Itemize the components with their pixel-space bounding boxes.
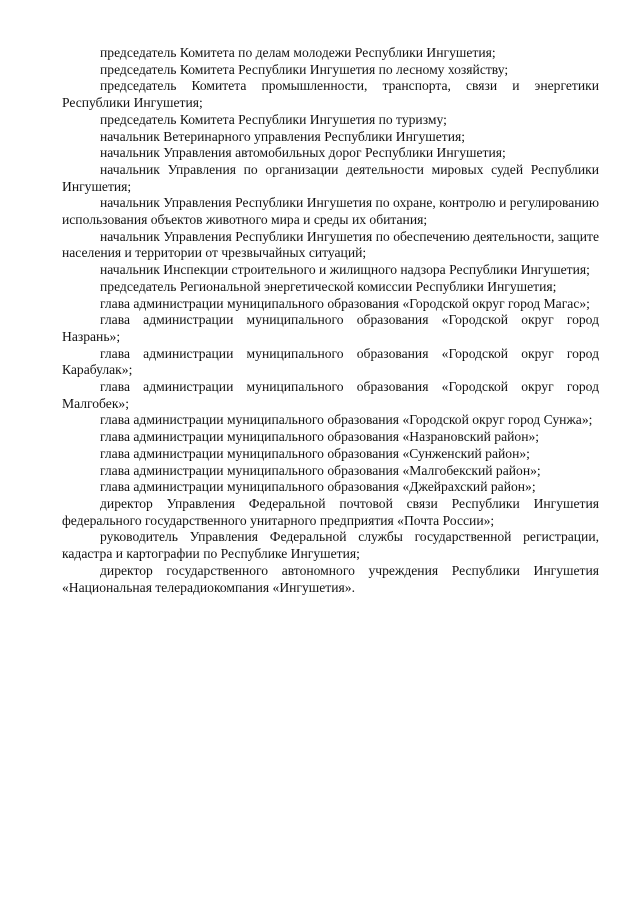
- paragraph: глава администрации муниципального образования «Городской округ город Сунжа»;: [100, 412, 593, 428]
- paragraph: глава администрации муниципального образования «Джейрахский район»;: [100, 479, 536, 495]
- paragraph: начальник Управления Республики Ингушетия по охране, контролю и регулированию использования объектов животного мира и среды их обитания;: [62, 195, 599, 228]
- paragraph: председатель Комитета Республики Ингушетия по туризму;: [100, 111, 447, 127]
- paragraph: глава администрации муниципального образования «Малгобекский район»;: [100, 462, 541, 478]
- paragraph: председатель Комитета Республики Ингушетия по лесному хозяйству;: [100, 61, 509, 77]
- paragraph: глава администрации муниципального образования «Городской округ город Малгобек»;: [62, 379, 599, 411]
- paragraph: глава администрации муниципального образования «Городской округ город Магас»;: [100, 295, 590, 311]
- paragraph: начальник Управления по организации деятельности мировых судей Республики Ингушетия;: [62, 161, 599, 194]
- paragraph: начальник Управления Республики Ингушетия по обеспечению деятельности, защите населения и территории от чрезвычайных ситуаций;: [62, 228, 599, 261]
- paragraph: председатель Комитета по делам молодежи Республики Ингушетия;: [100, 45, 496, 60]
- paragraph: начальник Управления автомобильных дорог Республики Ингушетия;: [100, 145, 506, 161]
- paragraph: директор Управления Федеральной почтовой связи Республики Ингушетия федерального государственного унитарного предприятия «Почта России»;: [62, 495, 599, 528]
- paragraph: директор государственного автономного учреждения Республики Ингушетия «Национальная телерадиокомпания «Ингушетия».: [62, 562, 599, 595]
- paragraph: председатель Комитета промышленности, транспорта, связи и энергетики Республики Ингушетия;: [62, 78, 599, 111]
- paragraph: председатель Региональной энергетической комиссии Республики Ингушетия;: [100, 278, 557, 294]
- document-body: [62, 45, 599, 596]
- paragraph: начальник Ветеринарного управления Республики Ингушетия;: [100, 128, 466, 144]
- paragraph: глава администрации муниципального образования «Назрановский район»;: [100, 429, 540, 445]
- paragraph: глава администрации муниципального образования «Городской округ город Назрань»;: [62, 312, 599, 344]
- paragraph: руководитель Управления Федеральной службы государственной регистрации, кадастра и картографии по Республике Ингушетия;: [62, 529, 599, 562]
- paragraph: начальник Инспекции строительного и жилищного надзора Республики Ингушетия;: [100, 262, 590, 278]
- paragraph: глава администрации муниципального образования «Сунженский район»;: [100, 445, 530, 461]
- paragraph: глава администрации муниципального образования «Городской округ город Карабулак»;: [62, 345, 599, 378]
